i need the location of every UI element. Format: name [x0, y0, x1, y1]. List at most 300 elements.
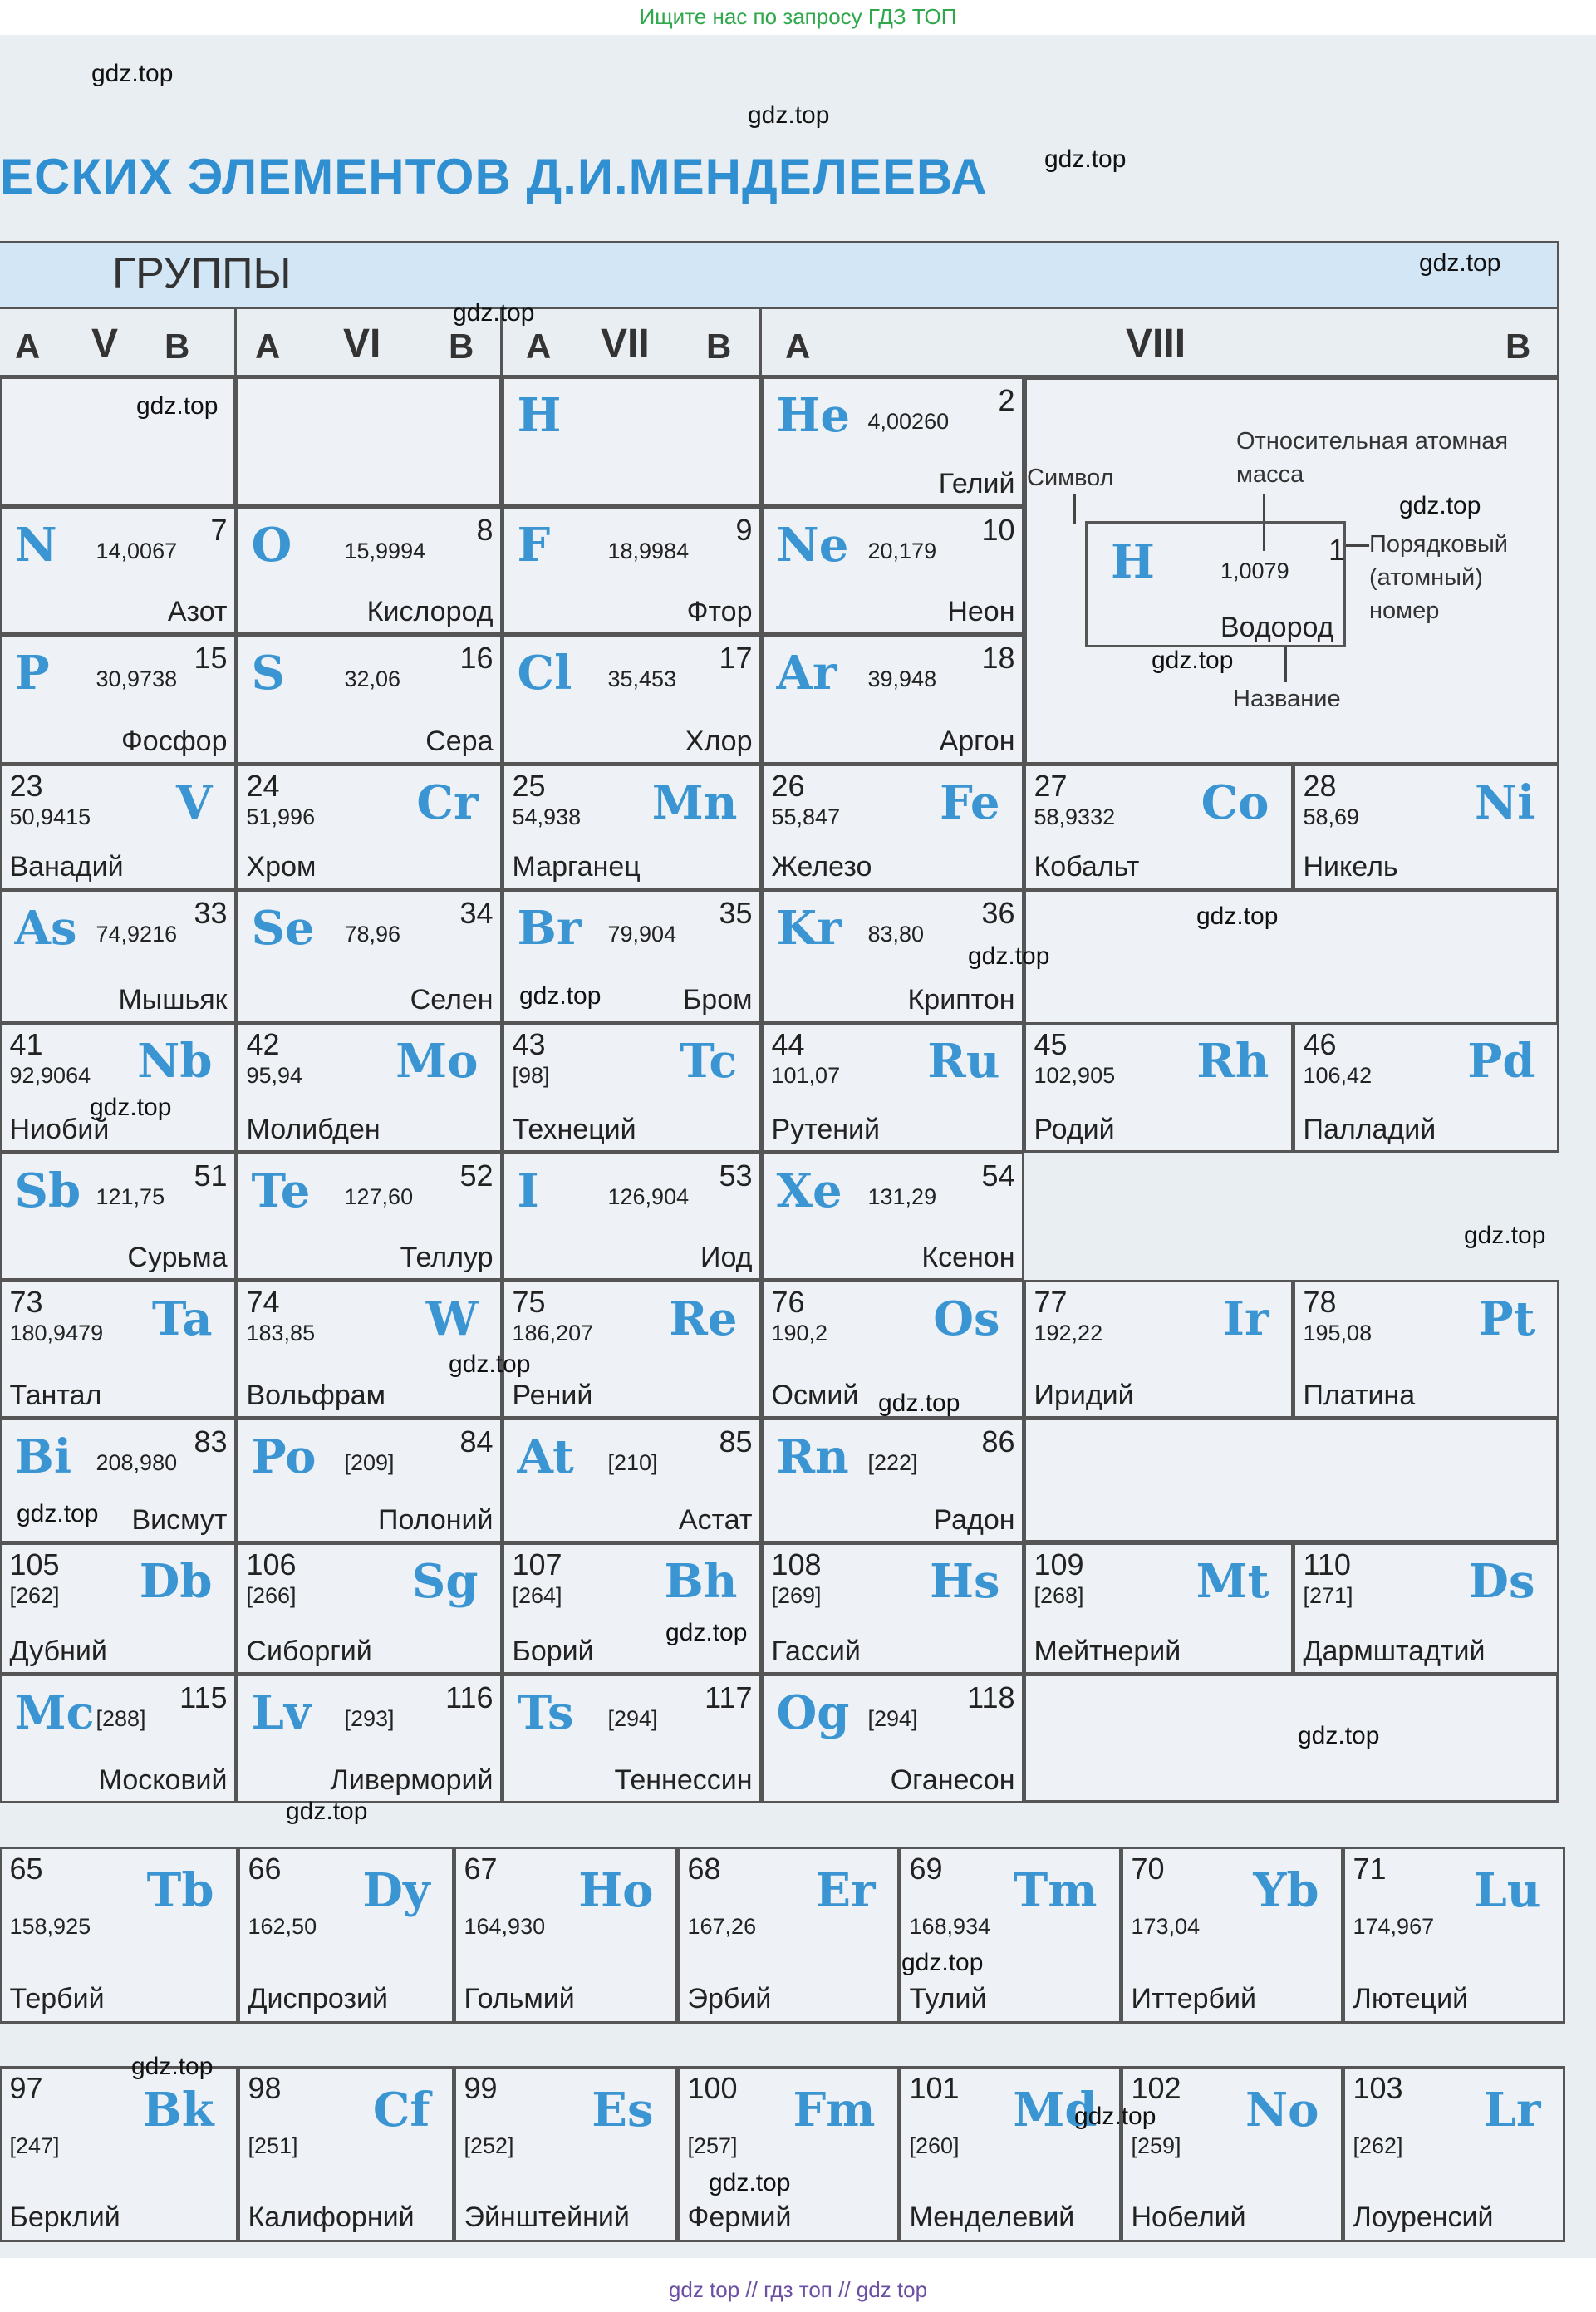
element-symbol: Mt: [1196, 1553, 1269, 1609]
element-symbol: Sb: [14, 1163, 81, 1218]
element-name: Дармштадтий: [1303, 1635, 1486, 1667]
element-symbol: Xe: [776, 1163, 842, 1218]
watermark: gdz.top: [91, 60, 174, 87]
atomic-mass: 158,925: [9, 1913, 91, 1939]
atomic-number: 66: [248, 1851, 282, 1886]
element-symbol: Tc: [680, 1033, 738, 1089]
atomic-mass: 4,00260: [867, 408, 950, 434]
element-cell: [236, 1418, 503, 1543]
atomic-mass: 183,85: [246, 1320, 316, 1345]
element-name: Ванадий: [9, 850, 124, 883]
atomic-number: 105: [9, 1547, 60, 1582]
atomic-mass: 180,9479: [9, 1320, 104, 1345]
element-symbol: P: [14, 645, 50, 701]
element-name: Сурьма: [127, 1241, 228, 1273]
atomic-mass: [293]: [344, 1705, 395, 1731]
atomic-number: 53: [719, 1158, 753, 1193]
atomic-mass: [268]: [1034, 1582, 1084, 1608]
atomic-number: 27: [1034, 768, 1068, 803]
element-name: Палладий: [1303, 1113, 1436, 1145]
element-cell: [0, 2066, 238, 2242]
atomic-number: 100: [687, 2070, 738, 2105]
legend-symbol-label: Символ: [1027, 465, 1114, 491]
element-symbol: Bh: [664, 1553, 738, 1609]
element-cell: [236, 634, 503, 765]
element-name: Рений: [512, 1379, 593, 1411]
element-symbol: Rh: [1196, 1033, 1269, 1089]
element-name: Висмут: [131, 1503, 228, 1536]
atomic-number: 18: [981, 640, 1015, 675]
element-symbol: Hs: [930, 1553, 1000, 1609]
element-symbol: S: [251, 645, 285, 701]
atomic-number: 108: [771, 1547, 822, 1582]
footer-watermark: gdz top // гдз топ // gdz top: [668, 2277, 928, 2302]
atomic-number: 118: [967, 1680, 1015, 1714]
atomic-mass: 58,9332: [1034, 804, 1116, 829]
atomic-number: 103: [1353, 2070, 1403, 2105]
element-symbol: Tb: [146, 1862, 214, 1918]
atomic-number: 41: [9, 1026, 43, 1061]
element-name: Ниобий: [9, 1113, 110, 1145]
atomic-mass: 190,2: [771, 1320, 828, 1345]
atomic-number: 28: [1303, 768, 1337, 803]
atomic-number: 51: [194, 1158, 228, 1193]
element-name: Лютеций: [1353, 1982, 1469, 2014]
element-cell: [1293, 764, 1559, 890]
element-cell: [761, 376, 1024, 507]
atomic-number: 97: [9, 2070, 43, 2105]
element-cell: [761, 1152, 1024, 1281]
atomic-mass: 127,60: [344, 1183, 414, 1209]
element-symbol: Tm: [1013, 1862, 1098, 1918]
watermark: gdz.top: [748, 101, 830, 129]
atomic-mass: [247]: [9, 2132, 60, 2158]
atomic-mass: [271]: [1303, 1582, 1353, 1608]
element-cell: [899, 2066, 1122, 2242]
atomic-mass: 18,9984: [607, 538, 690, 563]
element-symbol: No: [1245, 2082, 1319, 2137]
element-cell: [502, 1418, 762, 1543]
element-symbol: Kr: [776, 900, 842, 956]
element-name: Тулий: [909, 1982, 987, 2014]
element-name: Теннессин: [614, 1764, 753, 1796]
watermark: gdz.top: [968, 942, 1050, 970]
element-name: Рутений: [771, 1113, 881, 1145]
atomic-number: 65: [9, 1851, 43, 1886]
element-name: Лоуренсий: [1353, 2201, 1494, 2233]
atomic-number: 8: [476, 512, 494, 547]
element-symbol: Ru: [927, 1033, 1000, 1089]
page-title: ЕСКИХ ЭЛЕМЕНТОВ Д.И.МЕНДЕЛЕЕВА: [0, 149, 988, 204]
element-cell: [236, 1152, 503, 1281]
atomic-number: 15: [194, 640, 228, 675]
atomic-number: 78: [1303, 1284, 1337, 1319]
element-symbol: Cl: [517, 645, 572, 701]
atomic-mass: 78,96: [344, 921, 401, 947]
atomic-mass: 164,930: [464, 1913, 546, 1939]
element-cell: [454, 1847, 678, 2024]
element-cell: [0, 634, 237, 765]
element-name: Хлор: [685, 725, 753, 757]
element-cell: [677, 2066, 900, 2242]
atomic-mass: [288]: [96, 1705, 146, 1731]
atomic-mass: [262]: [9, 1582, 60, 1608]
element-name: Криптон: [907, 983, 1015, 1016]
element-cell: [0, 1542, 237, 1675]
element-symbol: Bk: [142, 2082, 214, 2137]
element-cell: [238, 1847, 454, 2024]
atomic-number: 101: [909, 2070, 960, 2105]
atomic-number: 42: [246, 1026, 280, 1061]
atomic-mass: 186,207: [512, 1320, 594, 1345]
atomic-number: 74: [246, 1284, 280, 1319]
element-name: Эйнштейний: [464, 2201, 630, 2233]
watermark: gdz.top: [286, 1798, 368, 1825]
atomic-number: 86: [981, 1424, 1015, 1459]
atomic-mass: 30,9738: [96, 666, 178, 691]
element-name: Ксенон: [921, 1241, 1015, 1273]
atomic-number: 34: [459, 895, 494, 930]
watermark: gdz.top: [1419, 249, 1501, 277]
atomic-mass: 101,07: [771, 1062, 841, 1088]
element-symbol: Re: [669, 1291, 738, 1346]
element-cell: [1024, 764, 1294, 890]
atomic-number: 68: [687, 1851, 721, 1886]
element-symbol: Sg: [411, 1553, 479, 1609]
legend-sample-cell: [1085, 521, 1346, 647]
watermark: gdz.top: [136, 392, 219, 420]
element-symbol: Ts: [517, 1685, 574, 1740]
element-name: Азот: [167, 595, 228, 627]
element-name: Диспрозий: [248, 1982, 388, 2014]
element-name: Менделевий: [909, 2201, 1075, 2233]
atomic-mass: 58,69: [1303, 804, 1360, 829]
element-symbol: O: [251, 517, 292, 573]
legend-symbol: H: [1111, 534, 1155, 589]
element-cell: [0, 764, 237, 890]
element-name: Железо: [771, 850, 872, 883]
element-cell: [0, 1152, 237, 1281]
atomic-mass: 121,75: [96, 1183, 165, 1209]
element-symbol: N: [14, 517, 57, 573]
atomic-mass: [264]: [512, 1582, 562, 1608]
atomic-mass: 192,22: [1034, 1320, 1103, 1345]
element-symbol: Ta: [151, 1291, 213, 1346]
element-name: Мейтнерий: [1034, 1635, 1181, 1667]
atomic-mass: [252]: [464, 2132, 514, 2158]
element-cell: [1293, 1022, 1559, 1153]
atomic-mass: 32,06: [344, 666, 401, 691]
element-cell: [0, 506, 237, 635]
element-symbol: Es: [592, 2082, 654, 2137]
atomic-number: 76: [771, 1284, 805, 1319]
element-symbol: Te: [251, 1163, 311, 1218]
element-name: Дубний: [9, 1635, 107, 1667]
element-symbol: Nb: [137, 1033, 213, 1089]
element-symbol: Yb: [1253, 1862, 1319, 1918]
atomic-mass: 102,905: [1034, 1062, 1116, 1088]
element-symbol: Ne: [776, 517, 849, 573]
element-name: Хром: [246, 850, 317, 883]
atomic-number: 54: [981, 1158, 1015, 1193]
element-cell: [1343, 2066, 1565, 2242]
atomic-mass: [260]: [909, 2132, 960, 2158]
element-symbol: Db: [139, 1553, 213, 1609]
element-name: Иод: [700, 1241, 753, 1273]
atomic-mass: 95,94: [246, 1062, 303, 1088]
atomic-mass: [266]: [246, 1582, 297, 1608]
watermark: gdz.top: [1464, 1222, 1546, 1249]
element-name: Эрбий: [687, 1982, 772, 2014]
element-name: Марганец: [512, 850, 641, 883]
atomic-number: 7: [210, 512, 228, 547]
element-name: Никель: [1303, 850, 1398, 883]
element-name: Неон: [947, 595, 1015, 627]
element-cell: [236, 1674, 503, 1803]
element-symbol: Br: [517, 900, 582, 956]
group-number: V: [91, 322, 119, 366]
element-symbol: Md: [1013, 2082, 1098, 2137]
atomic-mass: 83,80: [867, 921, 925, 947]
atomic-number: 44: [771, 1026, 805, 1061]
element-cell: [236, 1280, 503, 1419]
group-number: VI: [343, 322, 381, 366]
watermark: gdz.top: [90, 1094, 172, 1121]
atomic-number: 117: [705, 1680, 753, 1714]
element-symbol: Er: [815, 1862, 876, 1918]
element-symbol: Ds: [1468, 1553, 1535, 1609]
element-symbol: Mc: [14, 1685, 95, 1740]
atomic-mass: 79,904: [607, 921, 677, 947]
atomic-number: 26: [771, 768, 805, 803]
atomic-mass: [259]: [1131, 2132, 1181, 2158]
groups-label: ГРУППЫ: [112, 249, 292, 298]
atomic-mass: 15,9994: [344, 538, 426, 563]
atomic-number: 102: [1131, 2070, 1181, 2105]
element-cell: [761, 1022, 1024, 1153]
atomic-mass: [209]: [344, 1449, 395, 1475]
element-symbol: F: [517, 517, 551, 573]
atomic-mass: 54,938: [512, 804, 582, 829]
atomic-mass: 92,9064: [9, 1062, 91, 1088]
atomic-mass: 208,980: [96, 1449, 178, 1475]
atomic-number: 35: [719, 895, 753, 930]
element-name: Теллур: [400, 1241, 494, 1273]
element-symbol: At: [517, 1429, 574, 1484]
element-name: Вольфрам: [246, 1379, 386, 1411]
element-cell: [502, 506, 762, 635]
atomic-mass: 20,179: [867, 538, 937, 563]
atomic-number: 45: [1034, 1026, 1068, 1061]
element-name: Фермий: [687, 2201, 792, 2233]
legend-panel: [1024, 377, 1559, 765]
atomic-number: 73: [9, 1284, 43, 1319]
legend-number-label-3: номер: [1369, 598, 1440, 624]
empty-cell: [236, 376, 502, 506]
element-cell: [236, 1542, 503, 1675]
element-symbol: Ir: [1222, 1291, 1269, 1346]
atomic-mass: [222]: [867, 1449, 918, 1475]
empty-cell: [1024, 1674, 1559, 1803]
element-name: Гелий: [938, 467, 1015, 499]
element-cell: [1024, 1542, 1294, 1675]
element-symbol: As: [14, 900, 77, 956]
element-cell: [502, 764, 762, 890]
element-cell: [236, 1022, 503, 1153]
element-cell: [1024, 1022, 1294, 1153]
element-cell: [1293, 1542, 1559, 1675]
element-name: Иридий: [1034, 1379, 1134, 1411]
legend-name-label: Название: [1233, 686, 1341, 712]
element-name: Фтор: [686, 595, 753, 627]
atomic-mass: 50,9415: [9, 804, 91, 829]
empty-cell: [1024, 1418, 1559, 1542]
element-cell: [454, 2066, 678, 2242]
element-symbol: Cf: [372, 2082, 430, 2137]
element-symbol: Mn: [651, 775, 738, 830]
element-cell: [502, 376, 762, 507]
atomic-mass: 126,904: [607, 1183, 690, 1209]
atomic-mass: 174,967: [1353, 1913, 1435, 1939]
element-name: Платина: [1303, 1379, 1416, 1411]
atomic-mass: 51,996: [246, 804, 316, 829]
element-name: Калифорний: [248, 2201, 415, 2233]
watermark: gdz.top: [1044, 145, 1127, 173]
atomic-number: 77: [1034, 1284, 1068, 1319]
element-cell: [761, 1418, 1024, 1543]
subgroup-a-label: A: [526, 327, 552, 366]
atomic-number: 98: [248, 2070, 282, 2105]
element-name: Нобелий: [1131, 2201, 1246, 2233]
atomic-mass: [257]: [687, 2132, 738, 2158]
atomic-mass: [269]: [771, 1582, 822, 1608]
element-name: Радон: [933, 1503, 1015, 1536]
watermark: gdz.top: [901, 1949, 984, 1976]
element-cell: [0, 1022, 237, 1153]
atomic-number: 84: [459, 1424, 494, 1459]
group-number: VII: [601, 322, 650, 366]
element-name: Осмий: [771, 1379, 859, 1411]
subgroup-b-label: B: [1505, 327, 1531, 366]
group-v-header: [0, 309, 237, 377]
atomic-mass: 162,50: [248, 1913, 317, 1939]
element-name: Берклий: [9, 2201, 120, 2233]
element-name: Иттербий: [1131, 1982, 1256, 2014]
atomic-mass: 35,453: [607, 666, 677, 691]
legend-mass: 1,0079: [1220, 558, 1289, 583]
watermark: gdz.top: [519, 982, 602, 1010]
atomic-number: 52: [459, 1158, 494, 1193]
element-symbol: Lu: [1474, 1862, 1541, 1918]
element-symbol: H: [517, 387, 562, 443]
atomic-mass: [262]: [1353, 2132, 1403, 2158]
legend-number-label: Порядковый: [1369, 531, 1508, 558]
atomic-mass: 55,847: [771, 804, 841, 829]
atomic-number: 25: [512, 768, 546, 803]
watermark: gdz.top: [17, 1500, 99, 1527]
element-name: Полоний: [378, 1503, 494, 1536]
atomic-mass: [251]: [248, 2132, 298, 2158]
element-name: Сиборгий: [246, 1635, 372, 1667]
atomic-number: 69: [909, 1851, 943, 1886]
group-vii-header: [503, 309, 762, 377]
element-symbol: Og: [776, 1685, 850, 1740]
atomic-number: 33: [194, 895, 228, 930]
legend-mass-label: Относительная атомная: [1236, 428, 1509, 455]
atomic-mass: 106,42: [1303, 1062, 1373, 1088]
element-cell: [1121, 1847, 1343, 2024]
atomic-number: 106: [246, 1547, 297, 1582]
element-name: Тербий: [9, 1982, 105, 2014]
element-cell: [0, 1847, 238, 2024]
element-symbol: Cr: [416, 775, 479, 830]
atomic-number: 107: [512, 1547, 562, 1582]
element-cell: [0, 1280, 237, 1419]
atomic-number: 109: [1034, 1547, 1084, 1582]
element-cell: [0, 889, 237, 1023]
atomic-number: 43: [512, 1026, 546, 1061]
atomic-number: 116: [445, 1680, 494, 1714]
watermark: gdz.top: [709, 2169, 791, 2196]
groups-header: [0, 241, 1559, 309]
atomic-number: 46: [1303, 1026, 1337, 1061]
atomic-number: 115: [179, 1680, 228, 1714]
element-name: Родий: [1034, 1113, 1115, 1145]
element-cell: [0, 1674, 237, 1803]
atomic-mass: 195,08: [1303, 1320, 1373, 1345]
atomic-mass: 39,948: [867, 666, 937, 691]
element-symbol: He: [776, 387, 851, 443]
element-cell: [1121, 2066, 1343, 2242]
watermark: gdz.top: [665, 1619, 748, 1646]
watermark: gdz.top: [1196, 903, 1279, 930]
atomic-number: 17: [719, 640, 753, 675]
atomic-number: 24: [246, 768, 280, 803]
subgroup-b-label: B: [706, 327, 732, 366]
atomic-number: 16: [459, 640, 494, 675]
legend-name: Водород: [1220, 612, 1334, 643]
group-number: VIII: [1126, 322, 1186, 366]
atomic-mass: [98]: [512, 1062, 550, 1088]
element-cell: [761, 634, 1024, 765]
atomic-mass: 14,0067: [96, 538, 178, 563]
element-symbol: Pd: [1467, 1033, 1535, 1089]
element-symbol: I: [517, 1163, 539, 1218]
element-symbol: Os: [933, 1291, 1000, 1346]
element-cell: [1343, 1847, 1565, 2024]
subgroup-b-label: B: [165, 327, 190, 366]
watermark: gdz.top: [449, 1350, 531, 1378]
subgroup-a-label: A: [15, 327, 41, 366]
atomic-number: 85: [719, 1424, 753, 1459]
element-cell: [238, 2066, 454, 2242]
element-symbol: Ni: [1475, 775, 1535, 830]
atomic-mass: [294]: [867, 1705, 918, 1731]
element-cell: [761, 764, 1024, 890]
element-name: Московий: [98, 1764, 228, 1796]
atomic-mass: 168,934: [909, 1913, 991, 1939]
atomic-mass: [210]: [607, 1449, 658, 1475]
element-name: Мышьяк: [118, 983, 228, 1016]
element-cell: [761, 1674, 1024, 1803]
element-cell: [677, 1847, 900, 2024]
legend-mass-label-2: масса: [1236, 461, 1304, 488]
atomic-number: 99: [464, 2070, 498, 2105]
atomic-number: 9: [735, 512, 753, 547]
watermark: gdz.top: [1399, 492, 1481, 519]
element-symbol: V: [176, 775, 213, 830]
element-symbol: Pt: [1478, 1291, 1535, 1346]
